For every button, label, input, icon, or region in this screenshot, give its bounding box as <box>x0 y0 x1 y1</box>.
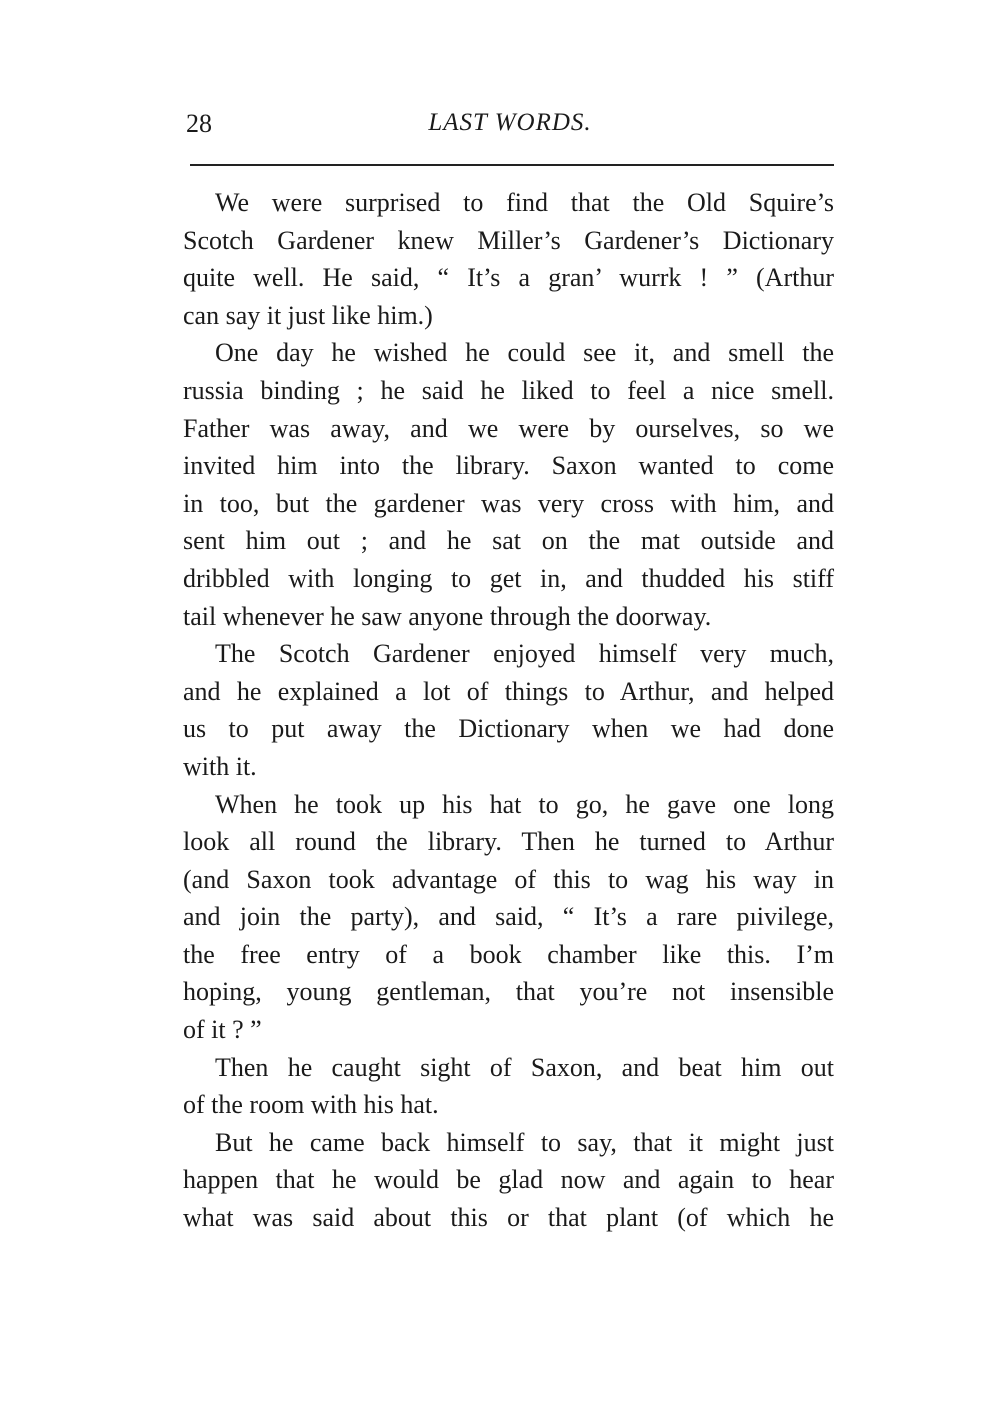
text-line: One day he wished he could see it, and smell the <box>215 338 834 368</box>
page-number: 28 <box>186 109 212 138</box>
text-line: sent him out ; and he sat on the mat outside and <box>183 526 834 556</box>
text-line: Scotch Gardener knew Miller’s Gardener’s Dictionary <box>183 225 834 255</box>
text-line: Father was away, and we were by ourselves, so we <box>183 413 834 443</box>
text-line: The Scotch Gardener enjoyed himself very much, <box>215 639 834 669</box>
text-line: with it. <box>183 751 257 781</box>
text-line: invited him into the library. Saxon wanted to come <box>183 451 834 481</box>
header-rule <box>190 164 834 166</box>
text-line: in too, but the gardener was very cross with him, and <box>183 488 834 518</box>
text-line: can say it just like him.) <box>183 300 433 330</box>
text-line: quite well. He said, “ It’s a gran’ wurrk ! ” (Arthur <box>183 263 834 293</box>
text-line: of it ? ” <box>183 1015 262 1045</box>
text-line: and join the party), and said, “ It’s a rare pıivilege, <box>183 902 834 932</box>
text-line: When he took up his hat to go, he gave one long <box>215 789 834 819</box>
text-line: the free entry of a book chamber like this. I’m <box>183 939 834 969</box>
text-line: russia binding ; he said he liked to feel a nice smell. <box>183 375 834 405</box>
text-line: us to put away the Dictionary when we had done <box>183 714 834 744</box>
text-line: We were surprised to find that the Old Squire’s <box>215 188 834 217</box>
text-line: happen that he would be glad now and again to hear <box>183 1165 834 1195</box>
text-line: what was said about this or that plant (of which he <box>183 1203 834 1233</box>
text-line: But he came back himself to say, that it might just <box>215 1127 834 1157</box>
running-title: LAST WORDS. <box>428 109 592 136</box>
text-line: (and Saxon took advantage of this to wag his way in <box>183 864 834 894</box>
text-line: and he explained a lot of things to Arthur, and helped <box>183 676 834 706</box>
text-line: hoping, young gentleman, that you’re not insensible <box>183 977 834 1007</box>
body-text <box>183 184 834 1237</box>
text-line: Then he caught sight of Saxon, and beat him out <box>215 1052 834 1082</box>
text-line: look all round the library. Then he turned to Arthur <box>183 827 834 857</box>
text-line: dribbled with longing to get in, and thudded his stiff <box>183 563 834 593</box>
text-line: of the room with his hat. <box>183 1090 439 1120</box>
text-line: tail whenever he saw anyone through the doorway. <box>183 601 712 631</box>
